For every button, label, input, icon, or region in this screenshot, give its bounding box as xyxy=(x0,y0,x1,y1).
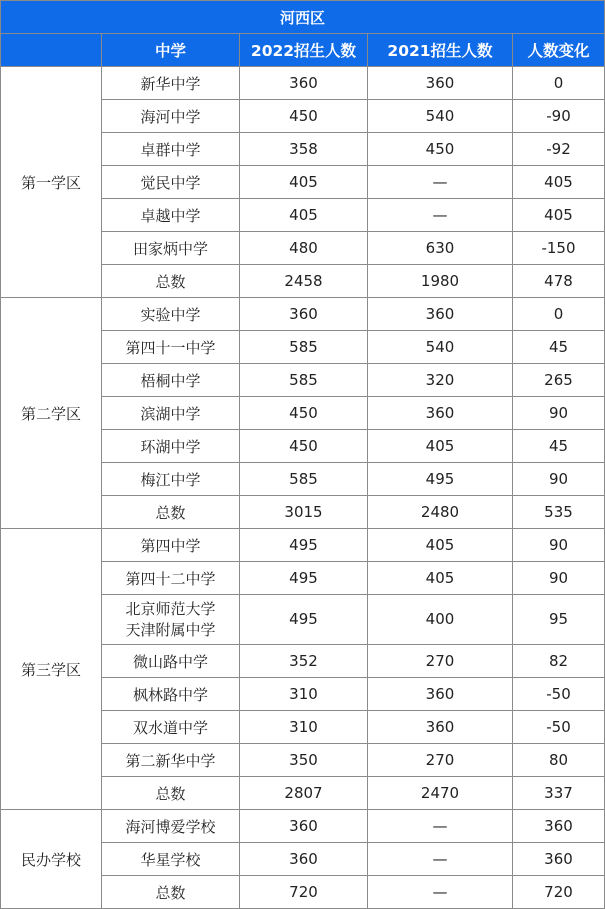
school-name: 第四中学 xyxy=(102,529,240,562)
enroll-2021: 405 xyxy=(368,529,513,562)
enroll-2022: 360 xyxy=(240,298,368,331)
enroll-2021: 360 xyxy=(368,397,513,430)
enroll-change: -150 xyxy=(513,232,605,265)
school-name: 卓群中学 xyxy=(102,133,240,166)
enroll-2021: — xyxy=(368,843,513,876)
school-name: 总数 xyxy=(102,777,240,810)
enroll-2022: 3015 xyxy=(240,496,368,529)
enroll-change: 405 xyxy=(513,199,605,232)
school-name: 第四十二中学 xyxy=(102,562,240,595)
school-name: 第二新华中学 xyxy=(102,744,240,777)
enroll-2021: 2470 xyxy=(368,777,513,810)
table-row xyxy=(1,529,605,562)
enroll-change: 90 xyxy=(513,397,605,430)
table-row xyxy=(1,298,605,331)
enroll-2022: 450 xyxy=(240,100,368,133)
enroll-2021: 540 xyxy=(368,331,513,364)
enroll-2021: 270 xyxy=(368,744,513,777)
school-name: 新华中学 xyxy=(102,67,240,100)
school-name: 觉民中学 xyxy=(102,166,240,199)
enroll-2022: 360 xyxy=(240,810,368,843)
enroll-change: 360 xyxy=(513,843,605,876)
enroll-change: 82 xyxy=(513,645,605,678)
school-name: 微山路中学 xyxy=(102,645,240,678)
table-row xyxy=(1,810,605,843)
school-name: 实验中学 xyxy=(102,298,240,331)
enroll-change: 535 xyxy=(513,496,605,529)
title-row xyxy=(1,1,605,34)
enroll-2021: 2480 xyxy=(368,496,513,529)
header-2021: 2021招生人数 xyxy=(368,34,513,67)
enroll-2021: — xyxy=(368,810,513,843)
enroll-2022: 310 xyxy=(240,711,368,744)
enroll-2022: 405 xyxy=(240,199,368,232)
table-row xyxy=(1,67,605,100)
school-name: 卓越中学 xyxy=(102,199,240,232)
enroll-2021: 540 xyxy=(368,100,513,133)
enroll-change: 337 xyxy=(513,777,605,810)
enroll-change: 405 xyxy=(513,166,605,199)
enroll-2021: 1980 xyxy=(368,265,513,298)
enroll-2021: 270 xyxy=(368,645,513,678)
enroll-2022: 720 xyxy=(240,876,368,909)
header-school: 中学 xyxy=(102,34,240,67)
school-name: 总数 xyxy=(102,876,240,909)
enroll-2022: 2458 xyxy=(240,265,368,298)
enroll-change: 45 xyxy=(513,331,605,364)
enroll-2022: 585 xyxy=(240,331,368,364)
enroll-2022: 360 xyxy=(240,67,368,100)
school-name: 滨湖中学 xyxy=(102,397,240,430)
district-name: 第三学区 xyxy=(1,529,102,810)
enroll-change: 90 xyxy=(513,463,605,496)
enroll-2022: 450 xyxy=(240,430,368,463)
school-name: 梅江中学 xyxy=(102,463,240,496)
header-change: 人数变化 xyxy=(513,34,605,67)
enroll-change: -50 xyxy=(513,711,605,744)
enroll-change: 45 xyxy=(513,430,605,463)
enroll-2022: 352 xyxy=(240,645,368,678)
header-2022: 2022招生人数 xyxy=(240,34,368,67)
enroll-2022: 358 xyxy=(240,133,368,166)
enroll-2022: 2807 xyxy=(240,777,368,810)
school-name: 双水道中学 xyxy=(102,711,240,744)
enroll-2021: 630 xyxy=(368,232,513,265)
enroll-2021: 405 xyxy=(368,430,513,463)
enroll-2021: 450 xyxy=(368,133,513,166)
enroll-change: -50 xyxy=(513,678,605,711)
district-name: 第二学区 xyxy=(1,298,102,529)
enroll-2022: 450 xyxy=(240,397,368,430)
enroll-change: 265 xyxy=(513,364,605,397)
enroll-2022: 495 xyxy=(240,562,368,595)
enroll-2021: 320 xyxy=(368,364,513,397)
enroll-2021: 360 xyxy=(368,711,513,744)
enroll-2022: 480 xyxy=(240,232,368,265)
enroll-change: 478 xyxy=(513,265,605,298)
enroll-2021: — xyxy=(368,876,513,909)
enroll-2021: 360 xyxy=(368,67,513,100)
district-name: 民办学校 xyxy=(1,810,102,909)
enroll-2021: — xyxy=(368,199,513,232)
enroll-2022: 495 xyxy=(240,529,368,562)
enroll-2021: 405 xyxy=(368,562,513,595)
school-name: 总数 xyxy=(102,496,240,529)
enroll-change: 720 xyxy=(513,876,605,909)
school-name: 海河博爱学校 xyxy=(102,810,240,843)
enroll-2022: 585 xyxy=(240,463,368,496)
enroll-2022: 405 xyxy=(240,166,368,199)
enroll-change: 90 xyxy=(513,529,605,562)
enroll-2022: 585 xyxy=(240,364,368,397)
school-name: 海河中学 xyxy=(102,100,240,133)
enroll-2022: 310 xyxy=(240,678,368,711)
enroll-2021: 360 xyxy=(368,678,513,711)
enroll-change: 95 xyxy=(513,595,605,645)
enroll-2021: — xyxy=(368,166,513,199)
enroll-2021: 400 xyxy=(368,595,513,645)
enroll-change: -90 xyxy=(513,100,605,133)
table-title: 河西区 xyxy=(1,1,605,34)
header-row xyxy=(1,34,605,67)
enroll-2021: 360 xyxy=(368,298,513,331)
enroll-change: 90 xyxy=(513,562,605,595)
enroll-2022: 360 xyxy=(240,843,368,876)
enroll-change: 0 xyxy=(513,298,605,331)
school-name: 北京师范大学 天津附属中学 xyxy=(102,595,240,645)
enroll-change: 80 xyxy=(513,744,605,777)
school-name: 环湖中学 xyxy=(102,430,240,463)
district-name: 第一学区 xyxy=(1,67,102,298)
enroll-change: 360 xyxy=(513,810,605,843)
school-name: 第四十一中学 xyxy=(102,331,240,364)
enroll-change: -92 xyxy=(513,133,605,166)
school-name: 总数 xyxy=(102,265,240,298)
enroll-2021: 495 xyxy=(368,463,513,496)
enroll-2022: 495 xyxy=(240,595,368,645)
school-name: 华星学校 xyxy=(102,843,240,876)
school-name: 枫林路中学 xyxy=(102,678,240,711)
enroll-change: 0 xyxy=(513,67,605,100)
school-name: 梧桐中学 xyxy=(102,364,240,397)
header-district xyxy=(1,34,102,67)
school-name: 田家炳中学 xyxy=(102,232,240,265)
table-body xyxy=(1,67,605,909)
enroll-2022: 350 xyxy=(240,744,368,777)
